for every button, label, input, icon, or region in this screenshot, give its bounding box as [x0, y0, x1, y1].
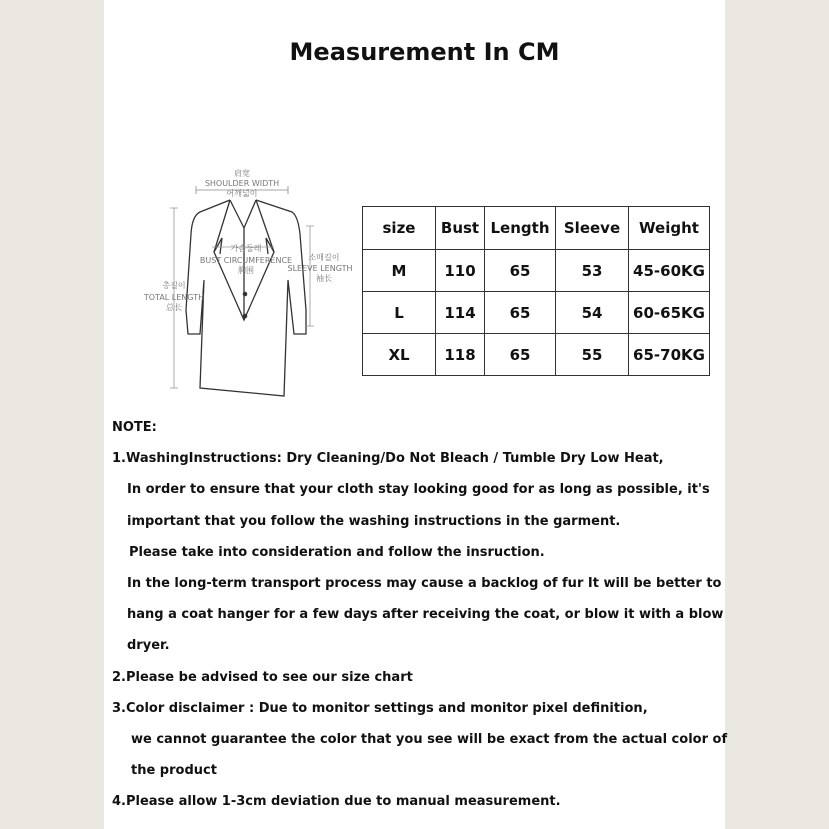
coat-measurement-diagram: [134, 160, 362, 400]
cell-size: XL: [363, 334, 436, 376]
note-line: 2.Please be advised to see our size chart: [112, 669, 413, 685]
note-line: the product: [131, 763, 217, 779]
cell-bust: 110: [436, 250, 485, 292]
note-line: 1.WashingInstructions: Dry Cleaning/Do Not Bleach / Tumble Dry Low Heat,: [112, 451, 664, 467]
size-chart-table: [362, 206, 710, 376]
shoulder-label-kr: 어깨넓이: [226, 189, 258, 198]
cell-sleeve: 55: [556, 334, 629, 376]
cell-size: L: [363, 292, 436, 334]
sleeve-label-cn: 袖长: [316, 274, 332, 283]
table-row: [363, 292, 710, 334]
cell-bust: 114: [436, 292, 485, 334]
cell-size: M: [363, 250, 436, 292]
shoulder-label-cn: 肩宽: [234, 169, 250, 178]
note-line: dryer.: [127, 638, 170, 654]
bust-label-cn: 胸围: [238, 266, 254, 275]
table-row: [363, 250, 710, 292]
cell-bust: 118: [436, 334, 485, 376]
cell-weight: 45-60KG: [629, 250, 710, 292]
cell-length: 65: [485, 334, 556, 376]
note-line: we cannot guarantee the color that you see will be exact from the actual color of: [131, 731, 728, 747]
bust-label-en: BUST CIRCUMFERENCE: [199, 256, 293, 265]
header-sleeve: Sleeve: [556, 207, 629, 250]
length-label-en: TOTAL LENGTH: [143, 293, 205, 302]
note-line: hang a coat hanger for a few days after receiving the coat, or blow it with a blow: [127, 607, 724, 623]
length-label-cn: 总长: [166, 303, 182, 312]
cell-length: 65: [485, 250, 556, 292]
table-row: [363, 334, 710, 376]
header-weight: Weight: [629, 207, 710, 250]
sleeve-label-kr: 소매길이: [308, 253, 340, 262]
table-header-row: [363, 207, 710, 250]
note-line: In the long-term transport process may cause a backlog of fur It will be better to: [127, 575, 722, 591]
cell-weight: 60-65KG: [629, 292, 710, 334]
product-info-page: [104, 0, 728, 829]
bust-label-kr: 가슴둘레: [230, 244, 262, 253]
note-line: 3.Color disclaimer : Due to monitor settings and monitor pixel definition,: [112, 700, 648, 716]
note-line: Please take into consideration and follow the insruction.: [129, 544, 545, 560]
note-line: In order to ensure that your cloth stay looking good for as long as possible, it's: [127, 482, 710, 498]
length-label-kr: 총길이: [162, 281, 186, 290]
shoulder-label-en: SHOULDER WIDTH: [204, 179, 280, 188]
notes-heading: NOTE:: [112, 420, 157, 435]
notes-section: [112, 412, 728, 817]
page-title: Measurement In CM: [289, 38, 560, 66]
cell-sleeve: 53: [556, 250, 629, 292]
header-size: size: [363, 207, 436, 250]
cell-length: 65: [485, 292, 556, 334]
sleeve-label-en: SLEEVE LENGTH: [287, 264, 353, 273]
cell-weight: 65-70KG: [629, 334, 710, 376]
note-line: 4.Please allow 1-3cm deviation due to manual measurement.: [112, 794, 561, 810]
header-length: Length: [485, 207, 556, 250]
cell-sleeve: 54: [556, 292, 629, 334]
header-bust: Bust: [436, 207, 485, 250]
note-line: important that you follow the washing instructions in the garment.: [127, 513, 621, 529]
